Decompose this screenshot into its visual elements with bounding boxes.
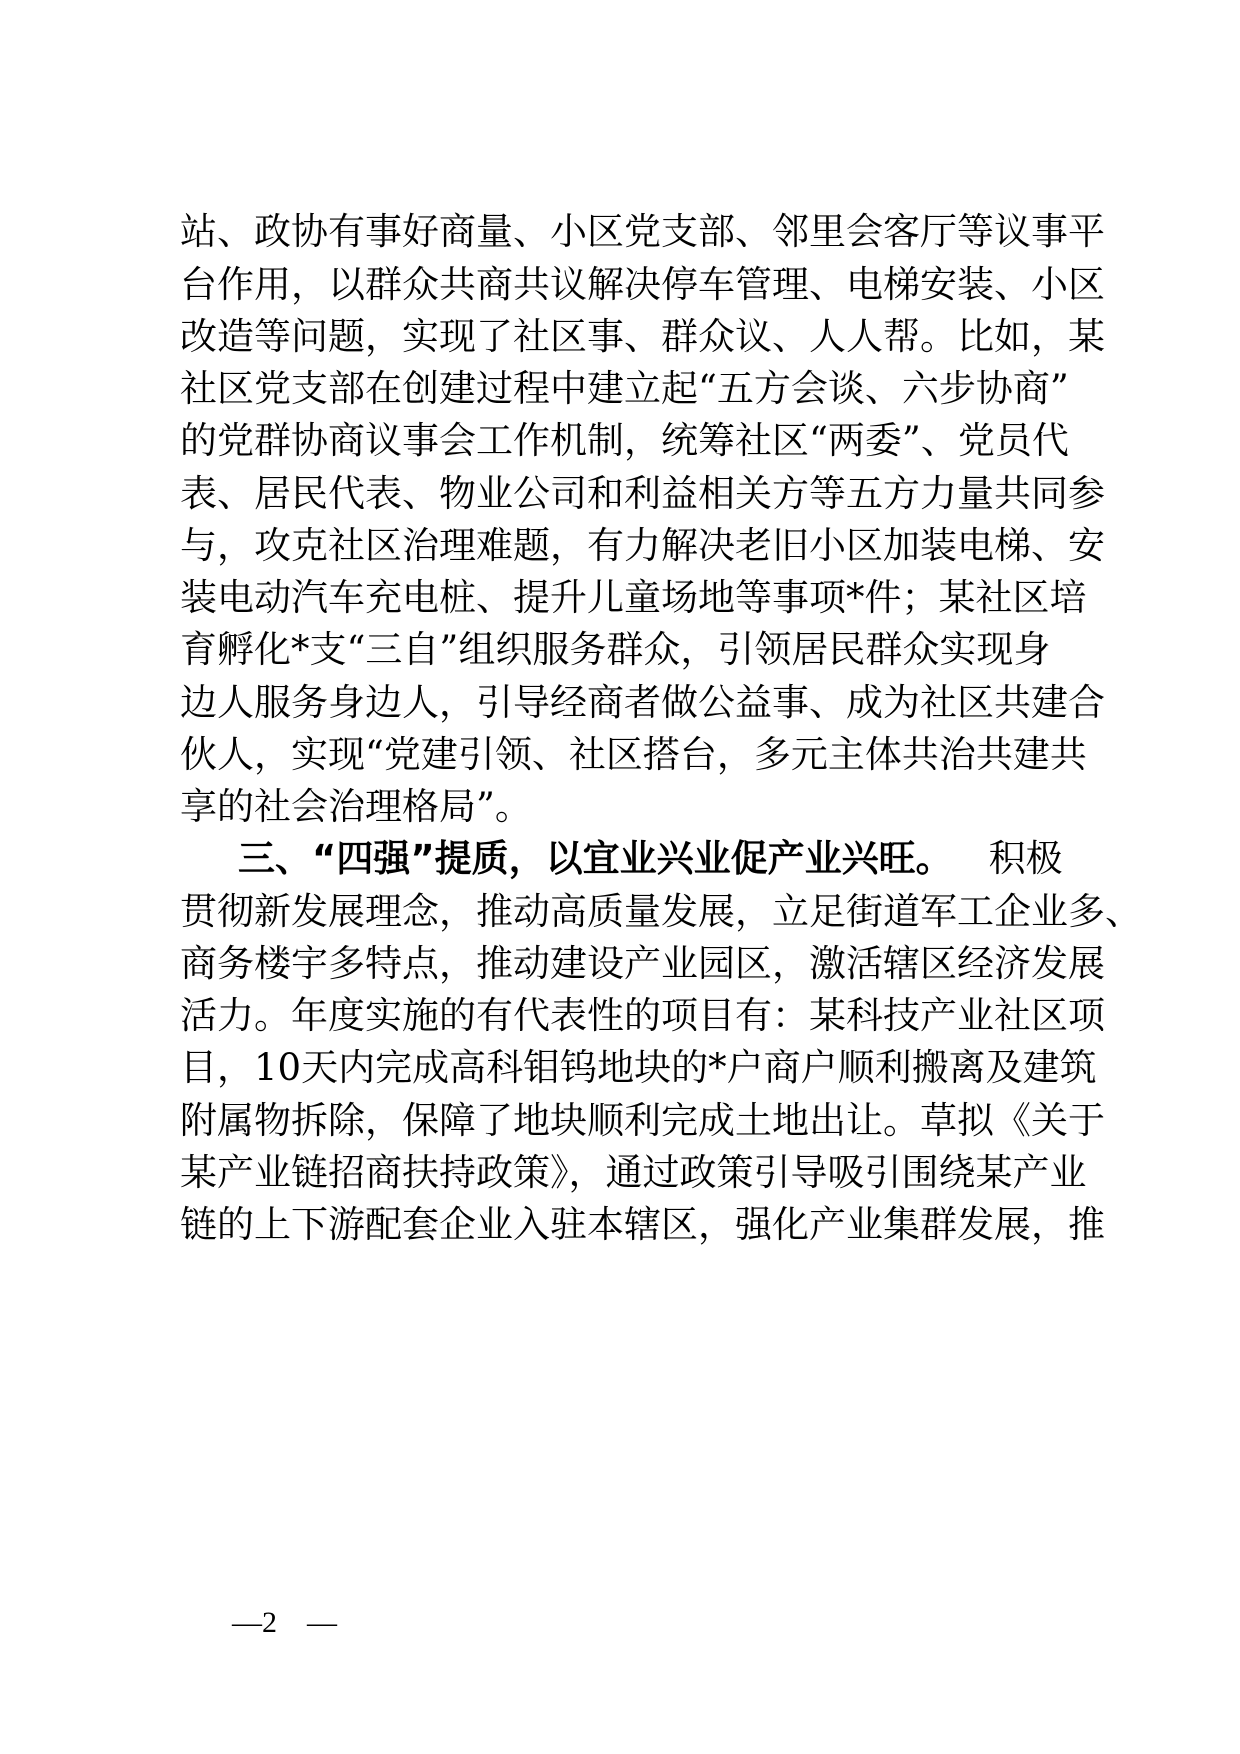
body-text-line: 附属物拆除，保障了地块顺利完成土地出让。草拟《关于 [180, 1099, 1105, 1142]
section-heading-tail: 积极 [988, 837, 1063, 880]
body-text-line: 育孵化*支“三自”组织服务群众，引领居民群众实现身 [180, 628, 1051, 671]
section-heading: 三、“四强”提质，以宜业兴业促产业兴旺。 [238, 837, 953, 880]
body-text-line: 台作用，以群众共商共议解决停车管理、电梯安装、小区 [180, 263, 1105, 306]
body-text-line: 商务楼宇多特点，推动建设产业园区，激活辖区经济发展 [180, 942, 1105, 985]
body-text-line: 与，攻克社区治理难题，有力解决老旧小区加装电梯、安 [180, 524, 1105, 567]
body-text-line: 站、政协有事好商量、小区党支部、邻里会客厅等议事平 [180, 210, 1105, 253]
body-text-line: 享的社会治理格局”。 [180, 785, 532, 828]
body-text-line: 边人服务身边人，引导经商者做公益事、成为社区共建合 [180, 681, 1105, 724]
section-heading-line [180, 839, 1100, 879]
body-text-line: 目，10天内完成高科钼钨地块的*户商户顺利搬离及建筑 [180, 1046, 1097, 1089]
body-text-line: 链的上下游配套企业入驻本辖区，强化产业集群发展，推 [180, 1203, 1105, 1246]
page-number: —2 — [232, 1606, 337, 1639]
body-text-line: 装电动汽车充电桩、提升儿童场地等事项*件；某社区培 [180, 576, 1087, 619]
body-text-line: 伙人，实现“党建引领、社区搭台，多元主体共治共建共 [180, 733, 1087, 776]
body-text-line: 某产业链招商扶持政策》，通过政策引导吸引围绕某产业 [180, 1151, 1087, 1194]
body-text-line: 表、居民代表、物业公司和利益相关方等五方力量共同参 [180, 472, 1105, 515]
body-text-line: 贯彻新发展理念，推动高质量发展，立足街道军工企业多、 [180, 890, 1142, 933]
body-text-line: 的党群协商议事会工作机制，统筹社区“两委”、党员代 [180, 419, 1069, 462]
body-text-line: 社区党支部在创建过程中建立起“五方会谈、六步协商” [180, 367, 1069, 410]
body-text-line: 改造等问题，实现了社区事、群众议、人人帮。比如，某 [180, 315, 1105, 358]
body-text-line: 活力。年度实施的有代表性的项目有：某科技产业社区项 [180, 994, 1105, 1037]
